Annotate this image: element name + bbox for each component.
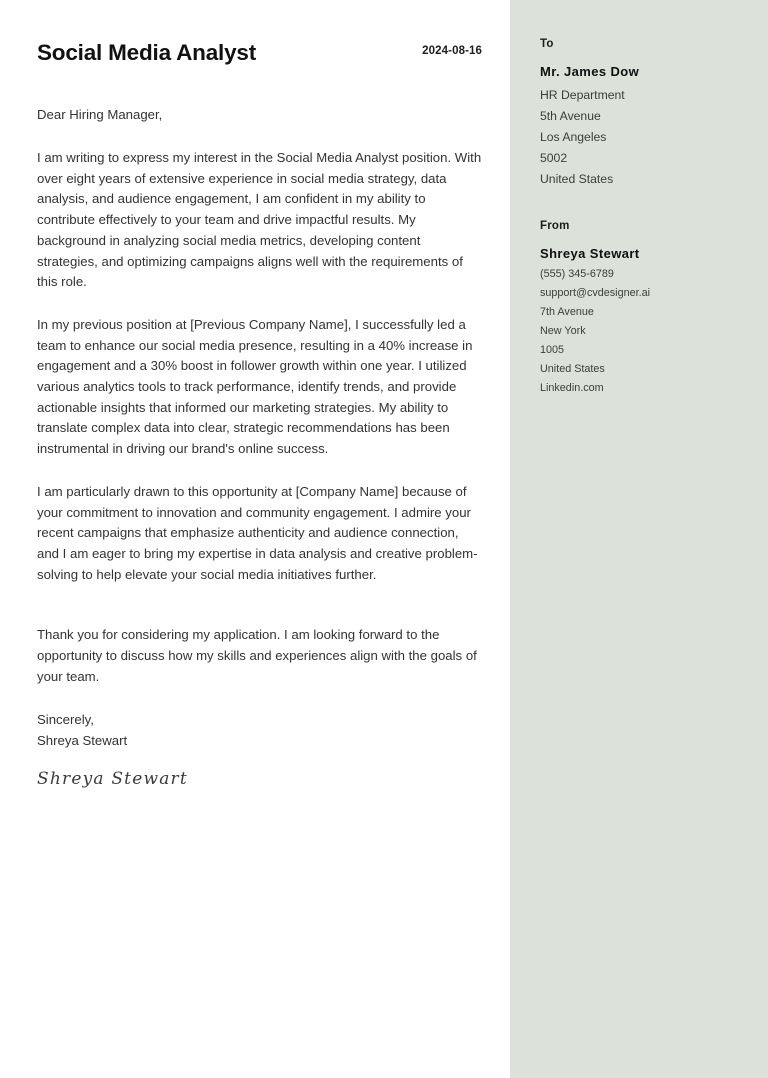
recipient-line: Los Angeles (540, 130, 607, 144)
body-paragraph-4: Thank you for considering my application. I am looking forward to the opportunity to discuss how my skills and experiences align with the goals of your team. (37, 627, 477, 684)
closing-name: Shreya Stewart (37, 733, 128, 749)
page-title: Social Media Analyst (37, 40, 256, 65)
sender-line: New York (540, 325, 586, 337)
recipient-name: Mr. James Dow (540, 64, 640, 79)
recipient-line: HR Department (540, 88, 625, 102)
sender-line: United States (540, 363, 605, 375)
body-paragraph-1: I am writing to express my interest in the Social Media Analyst position. With over eight years of extensive experience in social media strategy, data analysis, and audience engagement, I am confident in my ability to contribute effectively to your team and drive impactful results. My background in analyzing social media metrics, developing content strategies, and optimizing campaigns aligns well with the requirements of this role. (37, 150, 482, 290)
sender-phone: (555) 345-6789 (540, 268, 614, 280)
recipient-line: 5002 (540, 151, 568, 165)
sender-email[interactable]: support@cvdesigner.ai (540, 287, 650, 299)
signature: Shreya Stewart (37, 769, 188, 790)
closing-salutation: Sincerely, (37, 712, 94, 728)
body-paragraph-3: I am particularly drawn to this opportunity at [Company Name] because of your commitment to innovation and community engagement. I admire your recent campaigns that emphasize authenticity and audience connection, and I am eager to bring my expertise in data analysis and creative problem-solving to help elevate your social media initiatives further. (37, 483, 478, 582)
recipient-line: United States (540, 172, 614, 186)
recipient-heading: To (540, 38, 554, 50)
sender-linkedin[interactable]: Linkedin.com (540, 382, 604, 394)
sender-block (540, 220, 742, 398)
sender-line: 1005 (540, 344, 565, 356)
recipient-block (540, 38, 742, 190)
contact-sidebar (510, 0, 768, 1078)
sender-heading: From (540, 220, 570, 232)
sender-line: 7th Avenue (540, 306, 594, 318)
sender-name: Shreya Stewart (540, 246, 640, 261)
body-paragraph-2: In my previous position at [Previous Company Name], I successfully led a team to enhance our social media presence, resulting in a 40% increase in engagement and a 30% boost in follower growth within one year. I utilized various analytics tools to track performance, identify trends, and provide actionable insights that informed our marketing strategies. My ability to translate complex data into clear, strategic recommendations has been instrumental in driving our brand's online success. (37, 316, 473, 457)
recipient-line: 5th Avenue (540, 109, 601, 123)
letter-date: 2024-08-16 (422, 45, 482, 57)
letter-header (37, 40, 482, 66)
salutation: Dear Hiring Manager, (37, 107, 163, 122)
